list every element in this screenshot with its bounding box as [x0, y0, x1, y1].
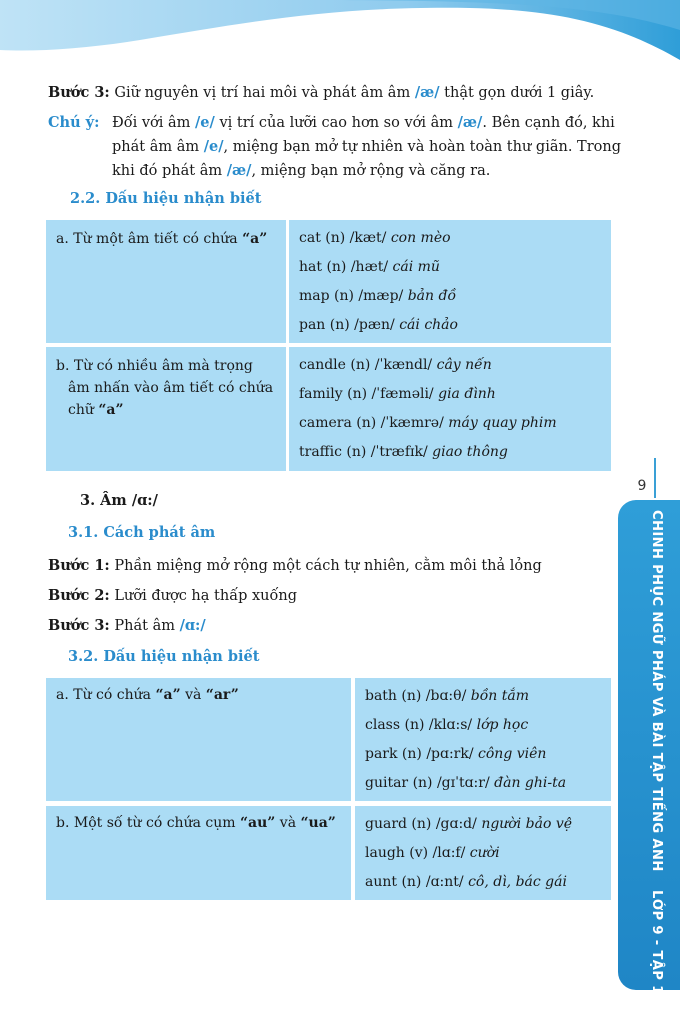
word-entry: cat (n) /kæt/ con mèo — [299, 230, 451, 246]
note-line-2 — [112, 134, 621, 160]
section-heading-3: 3. Âm /ɑ:/ — [80, 492, 158, 509]
word-entry: aunt (n) /ɑ:nt/ cô, dì, bác gái — [365, 874, 567, 890]
step-text: Lưỡi được hạ thấp xuống — [114, 588, 297, 604]
note-line-3 — [112, 158, 490, 184]
table1-row-b-label — [46, 347, 286, 471]
step-text: Phần miệng mở rộng một cách tự nhiên, cằm môi thả lỏng — [114, 558, 542, 574]
note-text: phát âm âm — [112, 139, 200, 155]
word-entry: camera (n) /ˈkæmrə/ máy quay phim — [299, 415, 557, 431]
step-label: Bước 2: — [48, 587, 110, 604]
note-line-1 — [112, 110, 622, 136]
word-entry: candle (n) /ˈkændl/ cây nến — [299, 357, 492, 373]
note-text: , miệng bạn mở tự nhiên và hoàn toàn thư giãn. Trong — [223, 139, 621, 155]
note-text: vị trí của lưỡi cao hơn so với âm — [219, 115, 454, 131]
book-grade: LỚP 9 - TẬP 1 — [649, 890, 664, 996]
cell-text: b. Từ có nhiều âm mà trọng — [56, 358, 253, 374]
cell-key: “ua” — [300, 815, 336, 831]
step-text: Giữ nguyên vị trí hai môi và phát âm âm — [114, 85, 411, 101]
word-entry: map (n) /mæp/ bản đồ — [299, 288, 457, 304]
note-text: , miệng bạn mở rộng và căng ra. — [251, 163, 491, 179]
word-entry: traffic (n) /ˈtræfɪk/ giao thông — [299, 444, 508, 460]
note-text: Đối với âm — [112, 115, 191, 131]
table2-row-b-words — [355, 806, 611, 900]
section-heading-3-2: 3.2. Dấu hiệu nhận biết — [68, 648, 260, 665]
step-label: Bước 3: — [48, 84, 110, 101]
cell-text: và — [180, 687, 206, 703]
cell-key: “ar” — [205, 687, 239, 703]
phonetic-symbol: /e/ — [195, 114, 215, 131]
word-entry: laugh (v) /lɑ:f/ cười — [365, 845, 500, 861]
step-2 — [48, 583, 297, 609]
note-label: Chú ý: — [48, 114, 100, 131]
step-3 — [48, 613, 206, 639]
word-entry: guitar (n) /gɪˈtɑ:r/ đàn ghi-ta — [365, 775, 567, 791]
step-text: thật gọn dưới 1 giây. — [444, 85, 595, 101]
cell-text: âm nhấn vào âm tiết có chứa — [68, 380, 274, 396]
table1-row-b-words — [289, 347, 611, 471]
step-label: Bước 3: — [48, 617, 110, 634]
phonetic-symbol: /æ/ — [457, 114, 483, 131]
section-heading-2-2: 2.2. Dấu hiệu nhận biết — [70, 190, 262, 207]
page-number: 9 — [637, 478, 647, 494]
phonetic-symbol: /ɑ:/ — [179, 617, 206, 634]
cell-text: a. Từ có chứa — [56, 687, 156, 703]
cell-key: “a” — [242, 231, 268, 247]
book-title: CHINH PHỤC NGỮ PHÁP VÀ BÀI TẬP TIẾNG ANH — [649, 510, 664, 872]
table1-row-a-label — [46, 220, 286, 343]
phonetic-symbol: /æ/ — [226, 162, 252, 179]
note-text: . Bên cạnh đó, khi — [482, 115, 615, 131]
step-label: Bước 1: — [48, 557, 110, 574]
section-heading-3-1: 3.1. Cách phát âm — [68, 524, 216, 541]
cell-text: b. Một số từ có chứa cụm — [56, 815, 240, 831]
cell-key: “au” — [239, 815, 276, 831]
step3-top-line — [48, 80, 594, 106]
word-entry: park (n) /pɑ:rk/ công viên — [365, 746, 547, 762]
phonetic-symbol: /æ/ — [414, 84, 440, 101]
phonetic-symbol: /e/ — [203, 138, 224, 155]
table2-row-a-label — [46, 678, 351, 801]
cell-text: a. Từ một âm tiết có chứa — [56, 231, 243, 247]
cell-text-line3: chữ “a” — [68, 402, 124, 418]
word-entry: hat (n) /hæt/ cái mũ — [299, 259, 440, 275]
word-entry: pan (n) /pæn/ cái chảo — [299, 317, 458, 333]
note-text: khi đó phát âm — [112, 163, 223, 179]
table1-row-a-words — [289, 220, 611, 343]
word-entry: class (n) /klɑ:s/ lớp học — [365, 717, 529, 733]
word-entry: guard (n) /gɑ:d/ người bảo vệ — [365, 816, 573, 832]
step-1 — [48, 553, 542, 579]
word-entry: bath (n) /bɑ:θ/ bồn tắm — [365, 688, 529, 704]
sidebar-title — [649, 510, 664, 995]
table2-row-b-label — [46, 806, 351, 900]
cell-key: “a” — [155, 687, 181, 703]
word-entry: family (n) /ˈfæməli/ gia đình — [299, 386, 496, 402]
step-text: Phát âm — [114, 618, 175, 634]
cell-text: và — [275, 815, 301, 831]
table2-row-a-words — [355, 678, 611, 801]
